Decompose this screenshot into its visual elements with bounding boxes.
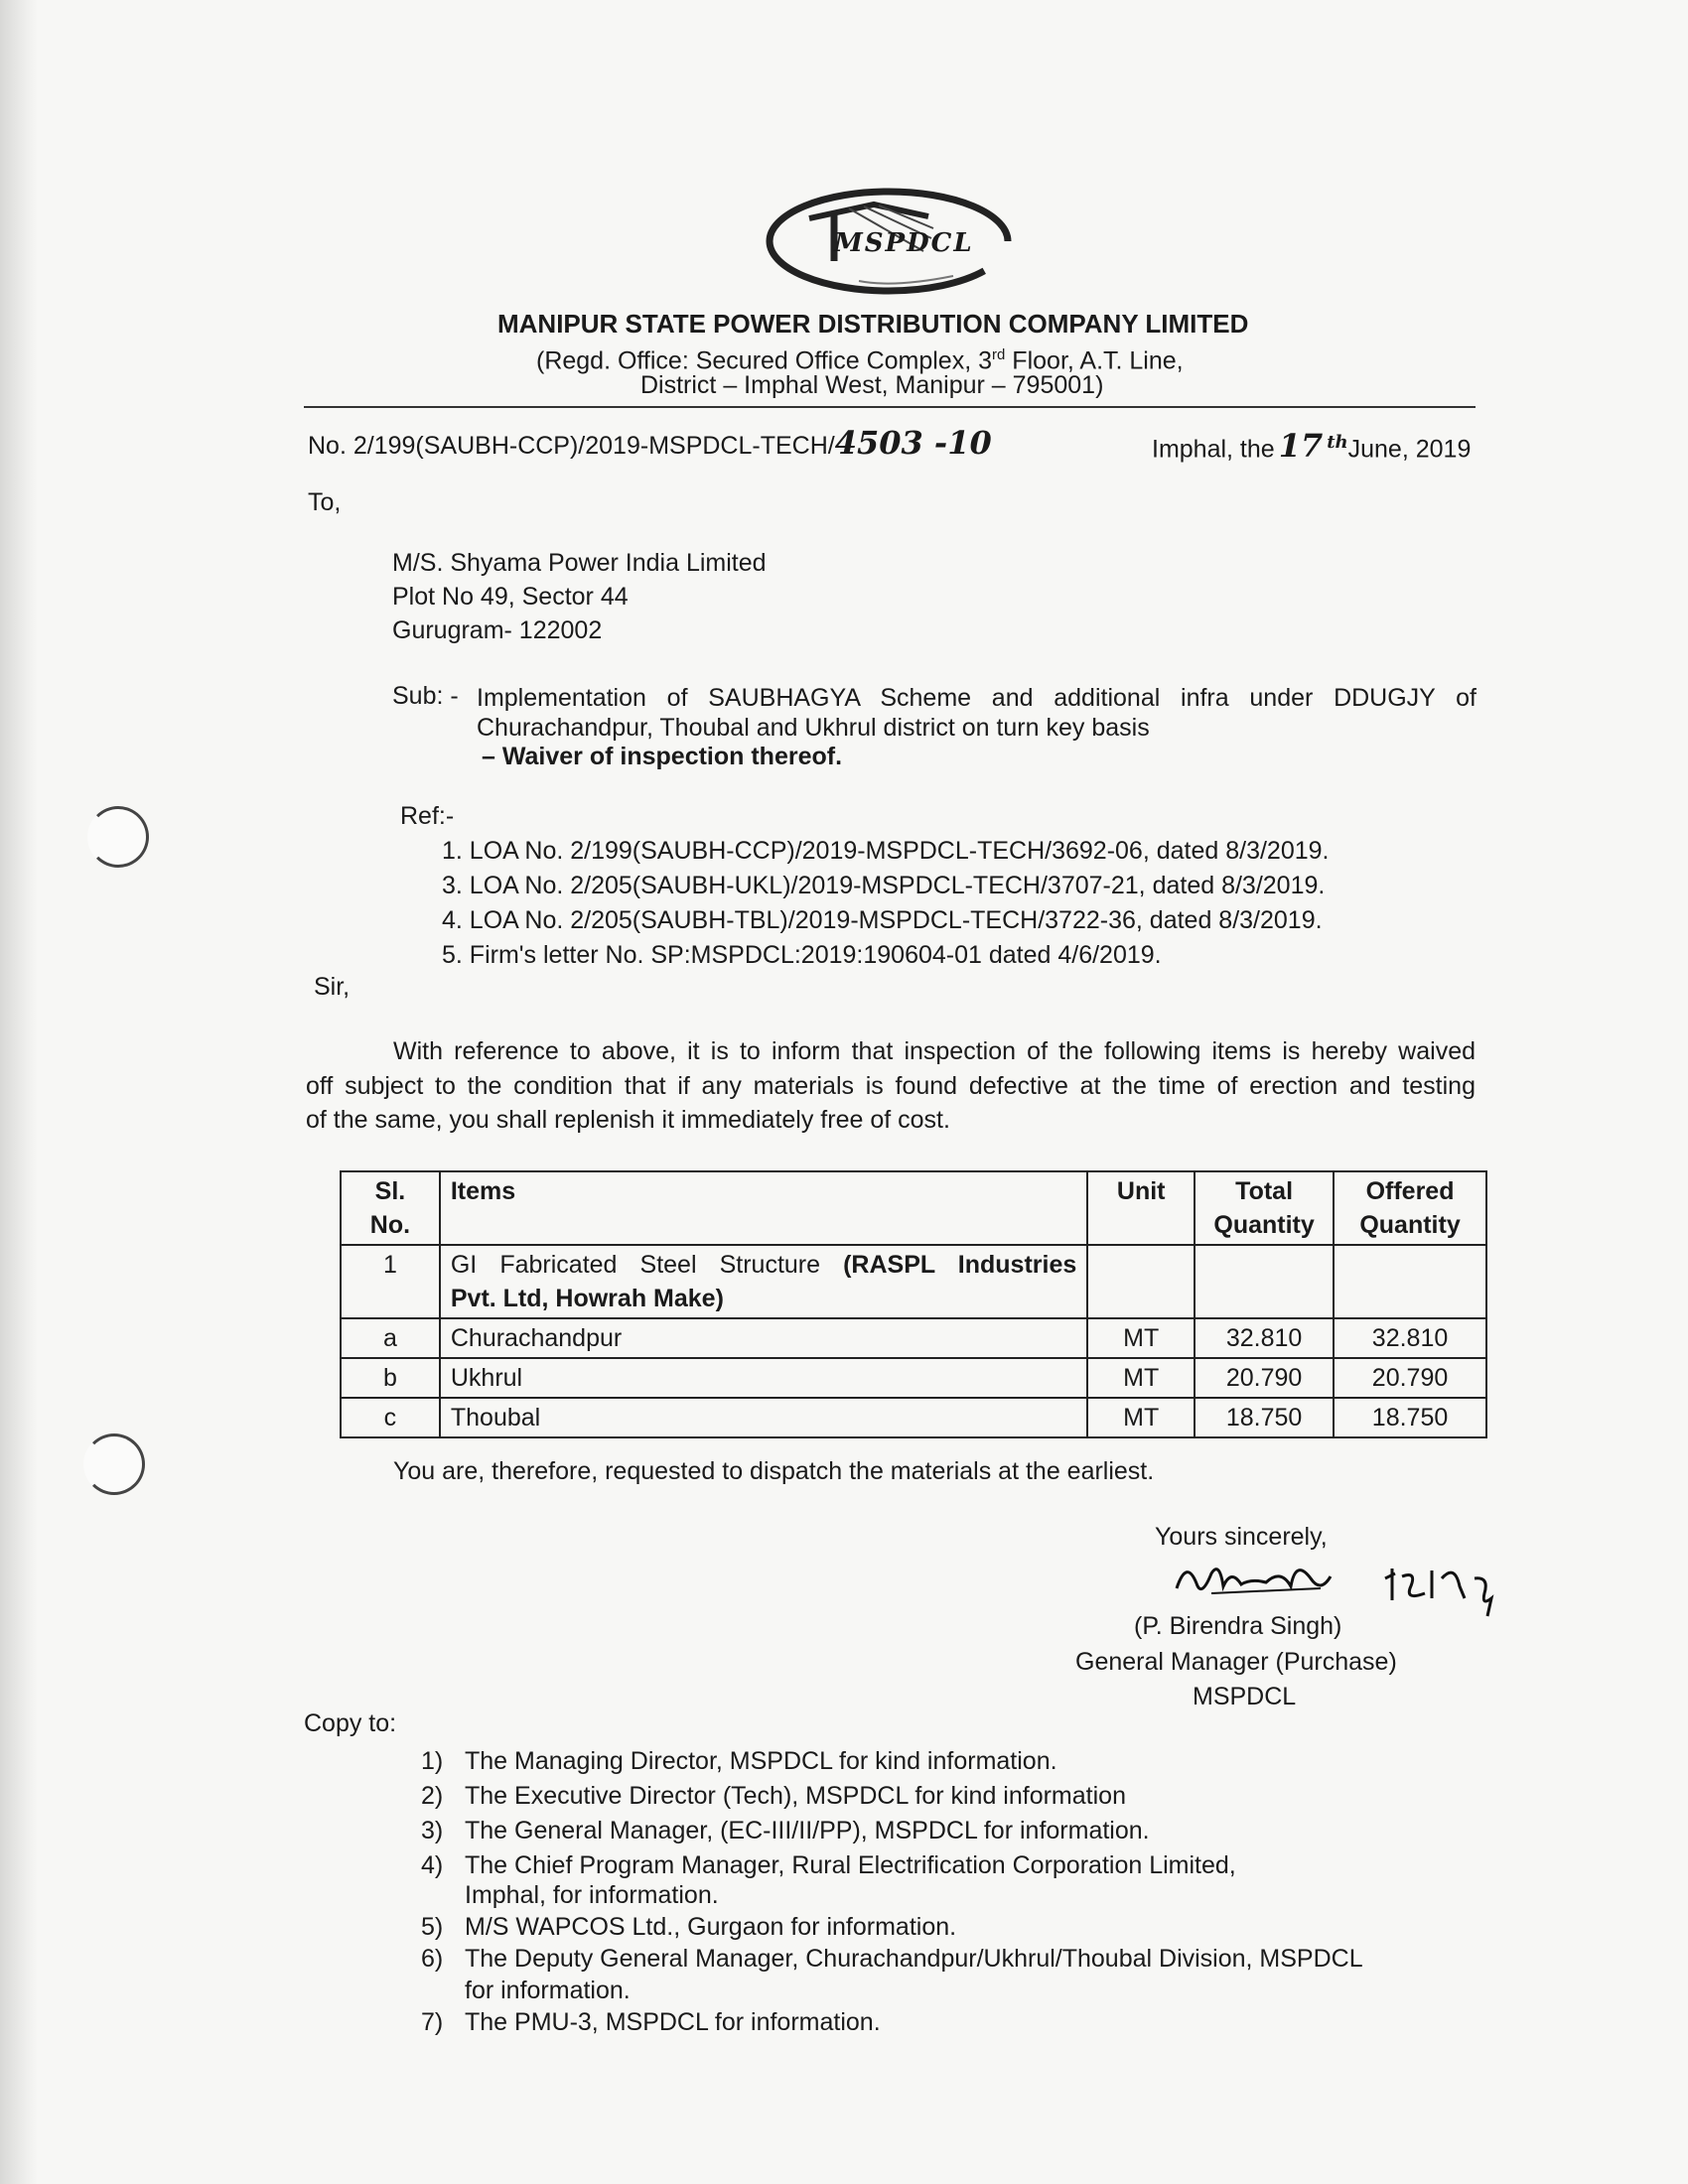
recipient-address — [392, 546, 767, 647]
table-group-row — [341, 1245, 1486, 1318]
mspdcl-logo — [755, 177, 1023, 306]
row-sl: b — [341, 1358, 440, 1398]
table-row — [341, 1398, 1486, 1437]
table-header-row — [341, 1171, 1486, 1245]
row-item: Ukhrul — [440, 1358, 1087, 1398]
header-sl-no: Sl. No. — [341, 1171, 440, 1245]
signatory-designation: General Manager (Purchase) — [1075, 1648, 1397, 1676]
recipient-line: Gurugram- 122002 — [392, 616, 603, 644]
dispatch-request: You are, therefore, requested to dispatch the materials at the earliest. — [393, 1457, 1155, 1485]
punch-hole-bottom — [83, 1433, 145, 1495]
row-item: Thoubal — [440, 1398, 1087, 1437]
yours-sincerely: Yours sincerely, — [1155, 1523, 1328, 1551]
ref-label: Ref:- — [400, 802, 455, 830]
scan-left-edge-shadow — [0, 0, 38, 2184]
row-offered: 32.810 — [1334, 1318, 1486, 1358]
body-line-3: of the same, you shall replenish it immediately free of cost. — [306, 1106, 950, 1134]
address-line-2: District – Imphal West, Manipur – 795001) — [640, 371, 1104, 399]
copy-to-label: Copy to: — [304, 1709, 397, 1737]
company-name: MANIPUR STATE POWER DISTRIBUTION COMPANY LIMITED — [497, 309, 1249, 339]
header-unit: Unit — [1087, 1171, 1195, 1245]
header-divider — [304, 406, 1476, 408]
reference-item: 4. LOA No. 2/205(SAUBH-TBL)/2019-MSPDCL-TECH/3722-36, dated 8/3/2019. — [442, 906, 1323, 934]
letter-date: Imphal, the 17 $^{th}$June, 2019 — [1152, 427, 1472, 466]
row-unit: MT — [1087, 1318, 1195, 1358]
reference-number: No. 2/199(SAUBH-CCP)/2019-MSPDCL-TECH/4503 -10 — [308, 424, 992, 462]
row-offered: 18.750 — [1334, 1398, 1486, 1437]
to-label: To, — [308, 488, 342, 516]
row-total: 32.810 — [1195, 1318, 1334, 1358]
handwritten-dispatch-number: 4503 -10 — [834, 424, 992, 462]
header-total-quantity: Total Quantity — [1195, 1171, 1334, 1245]
address-line-1: (Regd. Office: Secured Office Complex, 3rd Floor, A.T. Line, — [536, 346, 1184, 375]
logo-text: MSPDCL — [834, 228, 974, 258]
body-line-2: off subject to the condition that if any materials is found defective at the time of erection and testing — [306, 1072, 1476, 1100]
subject-label: Sub: - — [392, 682, 459, 710]
recipient-line: M/S. Shyama Power India Limited — [392, 549, 767, 577]
body-line-1: With reference to above, it is to inform that inspection of the following items is hereby waived — [393, 1037, 1476, 1065]
reference-item: 3. LOA No. 2/205(SAUBH-UKL)/2019-MSPDCL-TECH/3707-21, dated 8/3/2019. — [442, 872, 1326, 899]
signatory-organization: MSPDCL — [1193, 1683, 1297, 1710]
group-sl: 1 — [341, 1245, 440, 1318]
waiver-items-table — [340, 1170, 1487, 1438]
table-row — [341, 1318, 1486, 1358]
subject-line-1: Implementation of SAUBHAGYA Scheme and additional infra under DDUGJY of — [477, 684, 1477, 712]
row-total: 20.790 — [1195, 1358, 1334, 1398]
row-sl: a — [341, 1318, 440, 1358]
header-items: Items — [440, 1171, 1087, 1245]
group-item: GI Fabricated Steel Structure (RASPL Industries Pvt. Ltd, Howrah Make) — [440, 1245, 1087, 1318]
row-total: 18.750 — [1195, 1398, 1334, 1437]
recipient-line: Plot No 49, Sector 44 — [392, 583, 629, 611]
header-offered-quantity: Offered Quantity — [1334, 1171, 1486, 1245]
row-offered: 20.790 — [1334, 1358, 1486, 1398]
subject-line-3: – Waiver of inspection thereof. — [482, 743, 843, 770]
table-row — [341, 1358, 1486, 1398]
row-sl: c — [341, 1398, 440, 1437]
signatory-name: (P. Birendra Singh) — [1134, 1612, 1342, 1640]
subject-line-2: Churachandpur, Thoubal and Ukhrul district on turn key basis — [477, 714, 1150, 742]
handwritten-signature — [1172, 1549, 1509, 1618]
row-unit: MT — [1087, 1358, 1195, 1398]
punch-hole-top — [87, 806, 149, 868]
reference-item: 1. LOA No. 2/199(SAUBH-CCP)/2019-MSPDCL-TECH/3692-06, dated 8/3/2019. — [442, 837, 1330, 865]
reference-list — [442, 834, 1330, 973]
salutation: Sir, — [314, 973, 351, 1001]
row-unit: MT — [1087, 1398, 1195, 1437]
reference-item: 5. Firm's letter No. SP:MSPDCL:2019:190604-01 dated 4/6/2019. — [442, 941, 1162, 969]
row-item: Churachandpur — [440, 1318, 1087, 1358]
